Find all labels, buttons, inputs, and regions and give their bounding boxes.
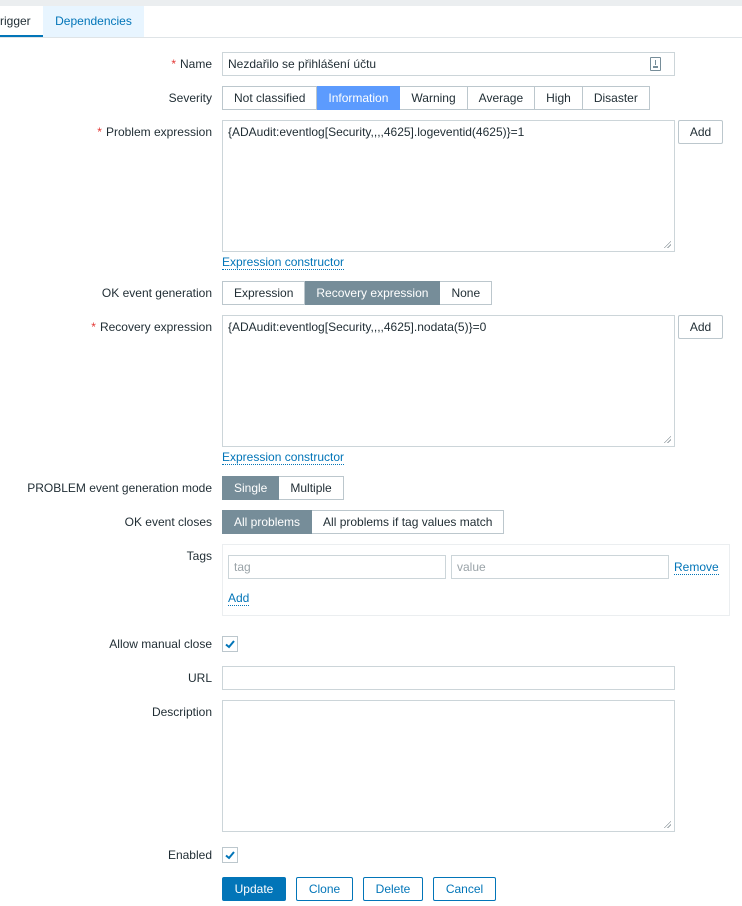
name-value: Nezdařilo se přihlášení účtu [228,57,377,71]
ok-closes-tag-match[interactable]: All problems if tag values match [312,510,504,534]
problem-expression-label: * Problem expression [97,125,212,139]
recovery-expression-textarea[interactable] [222,315,675,447]
severity-not-classified[interactable]: Not classified [222,86,317,110]
delete-button[interactable]: Delete [363,877,423,901]
allow-manual-close-label: Allow manual close [109,637,212,651]
clone-button[interactable]: Clone [296,877,353,901]
problem-mode-single[interactable]: Single [222,476,279,500]
tag-value-input[interactable] [451,555,669,579]
ok-generation-expression[interactable]: Expression [222,281,305,305]
ok-event-closes-label: OK event closes [124,515,212,529]
tab-trigger[interactable]: rigger [0,6,43,37]
description-label: Description [151,705,212,719]
problem-mode-selector [222,476,344,500]
cancel-button[interactable]: Cancel [433,877,496,901]
tab-dependencies[interactable]: Dependencies [43,6,144,37]
severity-label: Severity [168,91,212,105]
ok-generation-recovery-expression[interactable]: Recovery expression [305,281,440,305]
required-asterisk: * [171,57,176,71]
severity-information[interactable]: Information [317,86,400,110]
required-asterisk: * [91,320,96,334]
severity-selector [222,86,650,110]
check-icon [224,849,236,861]
tag-add-link[interactable]: Add [228,591,250,605]
enabled-label: Enabled [167,848,212,862]
name-label: * Name [171,57,212,71]
name-input[interactable] [222,52,675,76]
tags-label: Tags [186,549,212,563]
url-label: URL [187,671,212,685]
problem-expression-value: {ADAudit:eventlog[Security,,,,4625].logeventid(4625)}=1 [228,125,525,139]
text-field-icon [650,57,661,71]
problem-expression-textarea[interactable] [222,120,675,252]
tags-container [222,544,730,616]
tab-bar [0,6,742,38]
problem-expression-constructor-link[interactable]: Expression constructor [222,255,345,269]
problem-mode-multiple[interactable]: Multiple [279,476,343,500]
ok-event-generation-selector [222,281,492,305]
resize-handle-icon[interactable] [663,435,671,443]
recovery-expression-label: * Recovery expression [91,320,212,334]
severity-warning[interactable]: Warning [400,86,467,110]
check-icon [224,638,236,650]
update-button[interactable]: Update [222,877,286,901]
recovery-expression-constructor-link[interactable]: Expression constructor [222,450,345,464]
ok-event-closes-selector [222,510,504,534]
tag-remove-link[interactable]: Remove [674,560,719,574]
ok-generation-none[interactable]: None [440,281,492,305]
tag-name-input[interactable] [228,555,446,579]
severity-disaster[interactable]: Disaster [583,86,650,110]
required-asterisk: * [97,125,102,139]
value-placeholder: value [457,560,486,574]
problem-expression-add-button[interactable]: Add [678,120,723,144]
recovery-expression-value: {ADAudit:eventlog[Security,,,,4625].nodata(5)}=0 [228,320,487,334]
resize-handle-icon[interactable] [663,240,671,248]
ok-event-generation-label: OK event generation [101,286,212,300]
enabled-checkbox[interactable] [222,847,238,863]
allow-manual-close-checkbox[interactable] [222,636,238,652]
problem-mode-label: PROBLEM event generation mode [27,481,212,495]
tag-placeholder: tag [234,560,251,574]
description-textarea[interactable] [222,700,675,832]
url-input[interactable] [222,666,675,690]
severity-average[interactable]: Average [468,86,535,110]
resize-handle-icon[interactable] [663,820,671,828]
ok-closes-all-problems[interactable]: All problems [222,510,312,534]
severity-high[interactable]: High [535,86,583,110]
recovery-expression-add-button[interactable]: Add [678,315,723,339]
